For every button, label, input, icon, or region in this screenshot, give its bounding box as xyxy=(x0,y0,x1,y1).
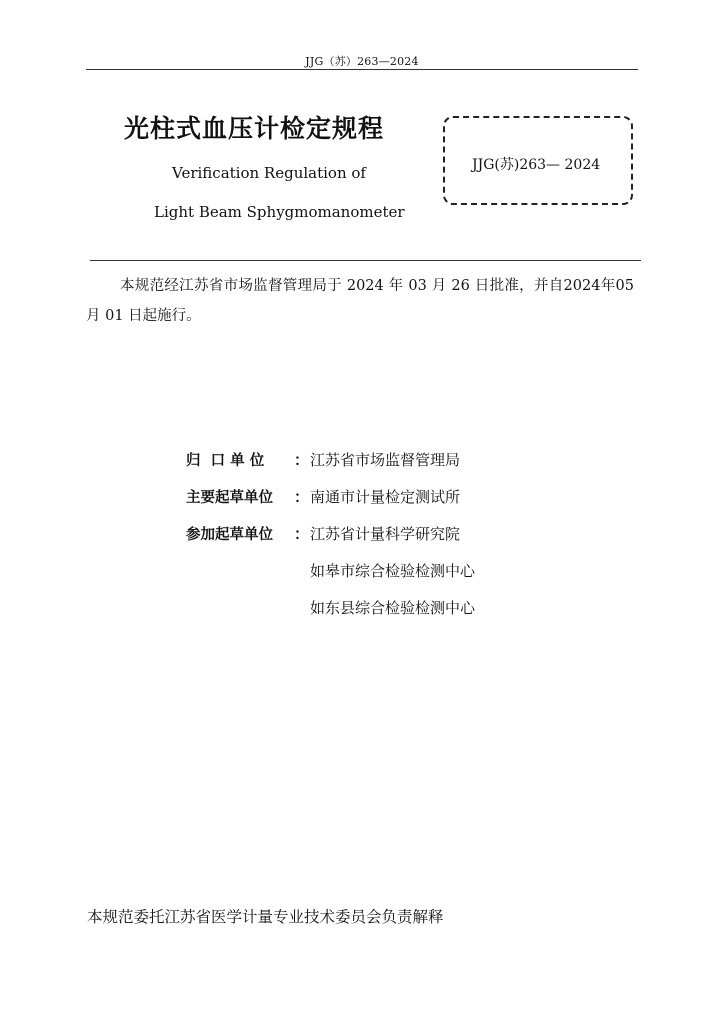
approval-statement: 本规范经江苏省市场监督管理局于 2024 年 03 月 26 日批准，并自2024年05 月 01 日起施行。 xyxy=(86,278,634,324)
section-divider xyxy=(90,260,641,261)
unit-value: 如东县综合检验检测中心 xyxy=(310,599,476,617)
unit-value: 南通市计量检定测试所 xyxy=(310,488,461,506)
unit-label: 主要起草单位 xyxy=(186,490,273,506)
standard-code: JJG(苏)263— 2024 xyxy=(472,157,601,173)
interpretation-note: 本规范委托江苏省医学计量专业技术委员会负责解释 xyxy=(87,908,444,926)
unit-colon: ： xyxy=(294,525,310,543)
unit-label: 参加起草单位 xyxy=(186,527,273,543)
document-title-english-line1: Verification Regulation of xyxy=(172,164,366,182)
unit-value: 江苏省计量科学研究院 xyxy=(310,525,461,543)
header-divider xyxy=(86,69,638,70)
unit-colon: ： xyxy=(294,488,310,506)
unit-value: 如皋市综合检验检测中心 xyxy=(310,562,476,580)
unit-label: 归 口 单 位 xyxy=(186,453,265,469)
unit-colon: ： xyxy=(294,451,310,469)
running-head: JJG（苏）263—2024 xyxy=(305,55,419,68)
document-title-chinese: 光柱式血压计检定规程 xyxy=(124,114,385,143)
document-title-english-line2: Light Beam Sphygmomanometer xyxy=(154,203,405,221)
unit-value: 江苏省市场监督管理局 xyxy=(310,451,461,469)
